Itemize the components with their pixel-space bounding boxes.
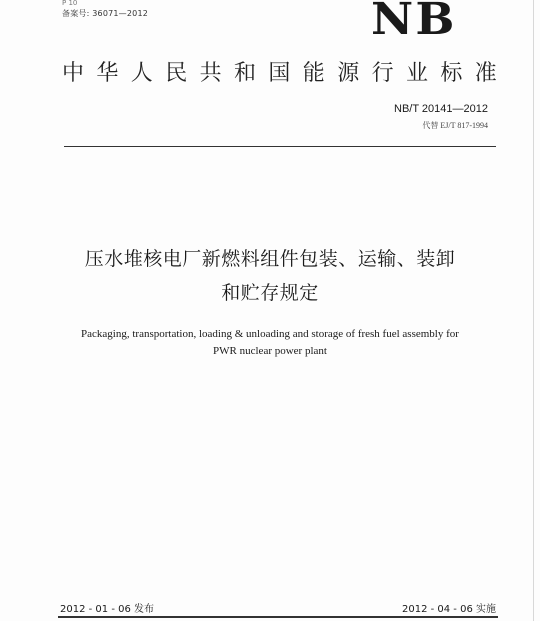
title-chinese-line-2: 和贮存规定 bbox=[221, 282, 319, 304]
top-mark: P 10 bbox=[62, 0, 78, 7]
implementation-date: 2012 - 04 - 06 实施 bbox=[401, 604, 496, 615]
title-english-line-1: Packaging, transportation, loading & unloading and storage of fresh fuel assembly for bbox=[81, 328, 459, 340]
footer-divider bbox=[58, 616, 498, 618]
record-number: 备案号: 36071—2012 bbox=[62, 9, 149, 18]
standard-code: NB/T 20141—2012 bbox=[394, 103, 488, 115]
nb-logo: NB bbox=[371, 0, 457, 45]
page-edge-divider bbox=[533, 0, 534, 621]
header-divider bbox=[64, 146, 496, 147]
standard-type-heading: 中华人民共和国能源行业标准 bbox=[62, 61, 510, 86]
title-chinese-line-1: 压水堆核电厂新燃料组件包装、运输、装卸 bbox=[84, 248, 456, 270]
title-english-line-2: PWR nuclear power plant bbox=[213, 345, 327, 357]
replaces-standard: 代替 EJ/T 817-1994 bbox=[422, 121, 488, 130]
issue-date: 2012 - 01 - 06 发布 bbox=[60, 604, 155, 615]
